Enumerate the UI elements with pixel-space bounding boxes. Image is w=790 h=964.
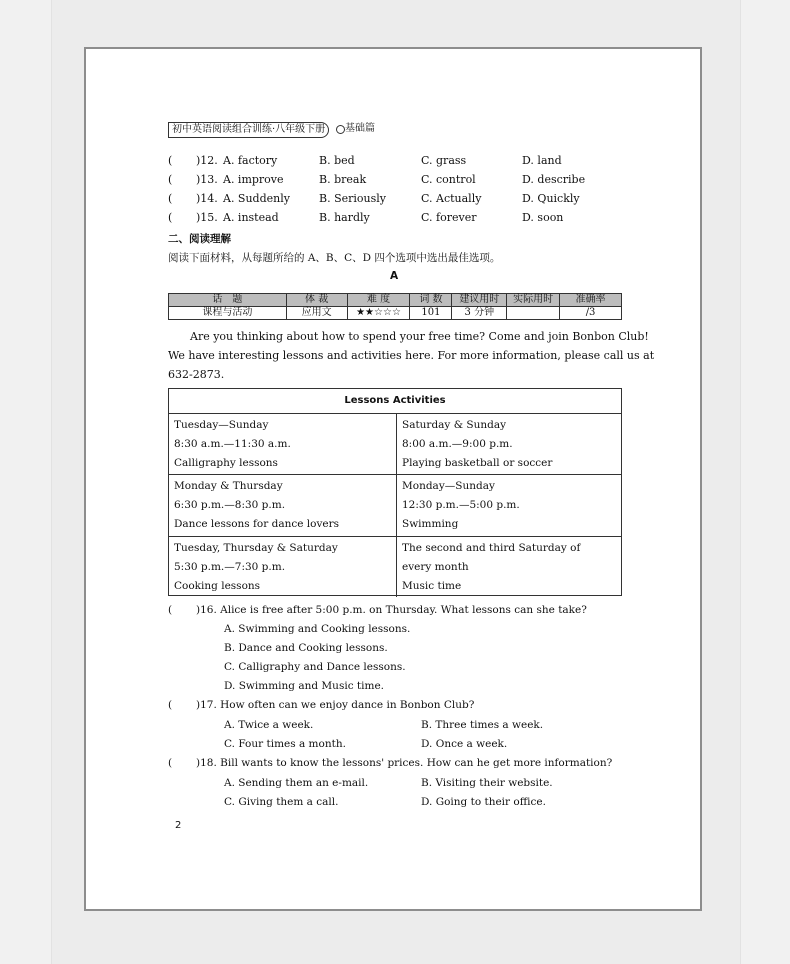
- actual-time-cell: [507, 307, 560, 320]
- section-instruction: 阅读下面材料，从每题所给的 A、B、C、D 四个选项中选出最佳选项。: [168, 252, 501, 264]
- page-number: 2: [175, 820, 182, 831]
- header-cell: 难 度: [347, 294, 410, 307]
- question-17-option-a: A. Twice a week.: [224, 719, 314, 731]
- suggested-time-cell: 3 分钟: [452, 307, 507, 320]
- activity-cell-ball-games: [397, 416, 621, 473]
- question-16-option-b: B. Dance and Cooking lessons.: [224, 642, 388, 654]
- question-18-option-c: C. Giving them a call.: [224, 796, 339, 808]
- activities-table-title: Lessons Activities: [169, 389, 621, 414]
- activity-time: 12:30 p.m.—5:00 p.m.: [402, 499, 520, 511]
- question-16-option-c: C. Calligraphy and Dance lessons.: [224, 661, 406, 673]
- option-b: B. bed: [319, 154, 355, 167]
- question-18-stem: )18. Bill wants to know the lessons' prices. How can he get more information?: [196, 757, 613, 769]
- option-d: D. Quickly: [522, 192, 580, 205]
- activity-name: Dance lessons for dance lovers: [174, 518, 340, 530]
- option-b: B. break: [319, 173, 367, 186]
- question-number: )13.: [196, 173, 218, 186]
- activity-cell-calligraphy: [169, 416, 396, 473]
- question-row-13: [168, 172, 622, 188]
- answer-bracket-open: (: [168, 604, 173, 616]
- row-divider: [169, 536, 621, 537]
- option-a: A. Suddenly: [223, 192, 290, 205]
- option-a: A. instead: [223, 211, 279, 224]
- activity-time: 5:30 p.m.—7:30 p.m.: [174, 561, 286, 573]
- row-divider: [169, 474, 621, 475]
- header-cell: 准确率: [560, 294, 622, 307]
- option-c: C. forever: [421, 211, 477, 224]
- question-number: )12.: [196, 154, 218, 167]
- header-cell: 体 裁: [286, 294, 347, 307]
- activity-cell-music: [397, 539, 621, 596]
- answer-bracket-open: (: [168, 154, 173, 167]
- passage-letter: A: [390, 270, 399, 282]
- activities-grid: [169, 414, 621, 597]
- activity-days: Tuesday—Sunday: [174, 419, 269, 431]
- option-a: A. improve: [223, 173, 284, 186]
- book-title-label: 初中英语阅读组合训练·八年级下册: [168, 122, 329, 138]
- question-row-15: [168, 210, 622, 226]
- difficulty-cell: ★★☆☆☆: [347, 307, 410, 320]
- header-cell: 实际用时: [507, 294, 560, 307]
- answer-bracket-open: (: [168, 192, 173, 205]
- question-16-option-d: D. Swimming and Music time.: [224, 680, 384, 692]
- question-17-option-c: C. Four times a month.: [224, 738, 346, 750]
- info-table-header-row: [169, 294, 622, 307]
- option-c: C. grass: [421, 154, 467, 167]
- activity-cell-swimming: [397, 477, 621, 534]
- answer-bracket-open: (: [168, 757, 173, 769]
- answer-bracket-open: (: [168, 173, 173, 186]
- info-table-value-row: [169, 307, 622, 320]
- book-section-label: 基础篇: [345, 123, 375, 134]
- option-c: C. Actually: [421, 192, 482, 205]
- question-16-option-a: A. Swimming and Cooking lessons.: [224, 623, 411, 635]
- activity-name: Calligraphy lessons: [174, 457, 278, 469]
- passage-line: 632-2873.: [168, 368, 225, 381]
- question-number: )14.: [196, 192, 218, 205]
- section-title: 二、阅读理解: [168, 233, 231, 245]
- question-row-12: [168, 153, 622, 169]
- passage-line: Are you thinking about how to spend your free time? Come and join Bonbon Club!: [168, 330, 649, 343]
- activity-time: 8:00 a.m.—9:00 p.m.: [402, 438, 513, 450]
- question-18-option-a: A. Sending them an e-mail.: [224, 777, 369, 789]
- activity-name: Playing basketball or soccer: [402, 457, 553, 469]
- activity-days: Tuesday, Thursday & Saturday: [174, 542, 338, 554]
- topic-cell: 课程与活动: [169, 307, 287, 320]
- question-row-14: [168, 191, 622, 207]
- passage-line: We have interesting lessons and activities here. For more information, please call us at: [168, 349, 655, 362]
- answer-bracket-open: (: [168, 699, 173, 711]
- activity-time: 6:30 p.m.—8:30 p.m.: [174, 499, 286, 511]
- option-a: A. factory: [223, 154, 278, 167]
- question-16-stem: )16. Alice is free after 5:00 p.m. on Thursday. What lessons can she take?: [196, 604, 587, 616]
- question-17-stem: )17. How often can we enjoy dance in Bonbon Club?: [196, 699, 475, 711]
- header-cell: 建议用时: [452, 294, 507, 307]
- header-cell: 话 题: [169, 294, 287, 307]
- option-d: D. land: [522, 154, 562, 167]
- question-18-option-d: D. Going to their office.: [421, 796, 546, 808]
- activity-days: Monday & Thursday: [174, 480, 283, 492]
- activity-days: Saturday & Sunday: [402, 419, 507, 431]
- activity-name: Music time: [402, 580, 462, 592]
- accuracy-cell: /3: [560, 307, 622, 320]
- word-count-cell: 101: [410, 307, 452, 320]
- option-d: D. describe: [522, 173, 586, 186]
- question-17-option-d: D. Once a week.: [421, 738, 508, 750]
- activity-days: Monday—Sunday: [402, 480, 495, 492]
- option-c: C. control: [421, 173, 476, 186]
- activity-cell-dance: [169, 477, 396, 534]
- option-d: D. soon: [522, 211, 564, 224]
- genre-cell: 应用文: [286, 307, 347, 320]
- answer-bracket-open: (: [168, 211, 173, 224]
- question-number: )15.: [196, 211, 218, 224]
- passage-info-table: [168, 293, 622, 320]
- question-17-option-b: B. Three times a week.: [421, 719, 544, 731]
- activity-time: 8:30 a.m.—11:30 a.m.: [174, 438, 291, 450]
- header-dot-icon: [336, 125, 345, 134]
- option-b: B. Seriously: [319, 192, 386, 205]
- lessons-activities-table: [168, 388, 622, 596]
- question-18-option-b: B. Visiting their website.: [421, 777, 553, 789]
- option-b: B. hardly: [319, 211, 370, 224]
- activity-cell-cooking: [169, 539, 396, 596]
- activity-days: The second and third Saturday of: [402, 542, 581, 554]
- activity-name: Cooking lessons: [174, 580, 261, 592]
- activity-time: every month: [402, 561, 469, 573]
- header-cell: 词 数: [410, 294, 452, 307]
- activity-name: Swimming: [402, 518, 459, 530]
